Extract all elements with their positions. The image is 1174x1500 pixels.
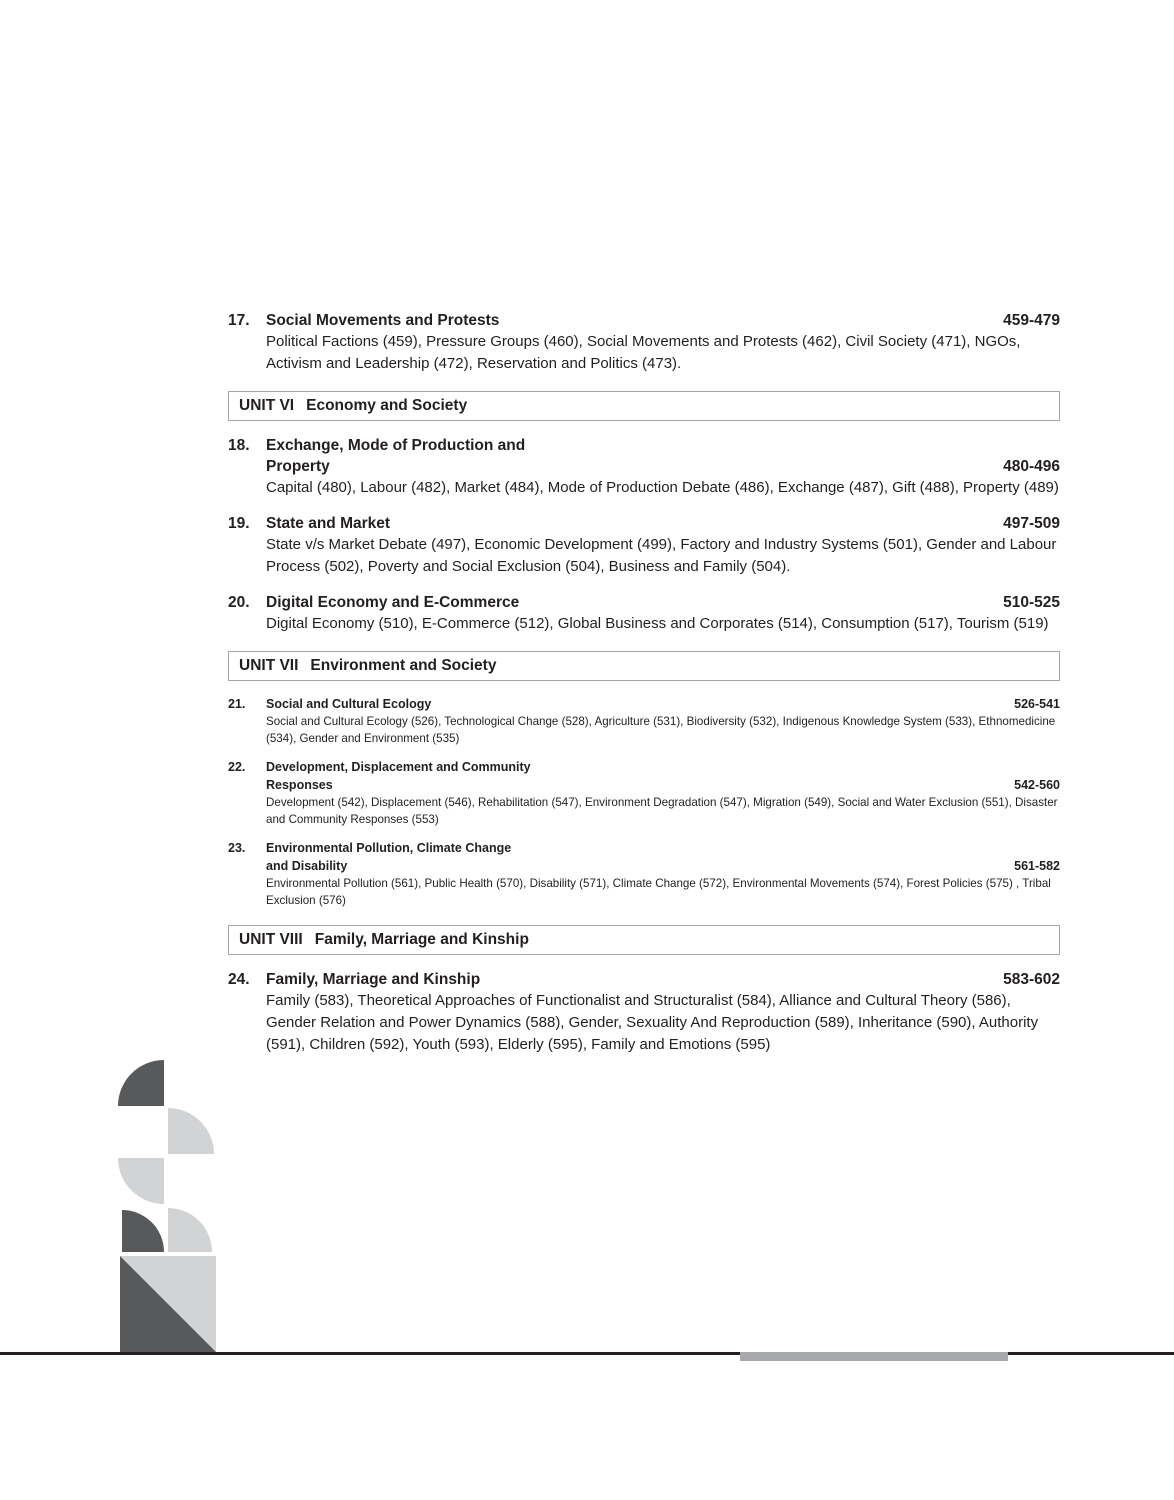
- toc-entry-header: [228, 969, 1060, 990]
- toc-entry-title-line1: Environmental Pollution, Climate Change: [266, 841, 512, 855]
- footer-grey-bar: [740, 1352, 1008, 1361]
- toc-entry-number: 20.: [228, 594, 250, 611]
- toc-entry-number: 23.: [228, 841, 246, 855]
- toc-entry: [228, 513, 1060, 578]
- toc-entry: [228, 758, 1060, 828]
- toc-entry-number: 19.: [228, 515, 250, 532]
- toc-entry-title-line1: Exchange, Mode of Production and: [266, 437, 526, 454]
- toc-entry-title: State and Market: [266, 515, 391, 532]
- toc-entry-title-row: [266, 435, 1060, 477]
- toc-entry-pages: 561-582: [1014, 859, 1060, 873]
- toc-entry-description: Development (542), Displacement (546), Rehabilitation (547), Environment Degradation (547), Migration (549), Social and Water Exclusion (551), Disaster and Community Responses (553): [266, 796, 1058, 826]
- toc-entry-title: Social and Cultural Ecology: [266, 697, 432, 711]
- unit-title: Economy and Society: [306, 397, 468, 414]
- toc-entry-pages: 542-560: [1014, 778, 1060, 792]
- toc-entry-description: Political Factions (459), Pressure Groups (460), Social Movements and Protests (462), Civil Society (471), NGOs, Activism and Leadership (472), Reservation and Politics (473).: [266, 333, 1021, 372]
- toc-entry-pages: 497-509: [1003, 515, 1060, 532]
- toc-entry-title: Social Movements and Protests: [266, 312, 500, 329]
- toc-entry-header: [228, 310, 1060, 331]
- toc-entry-title-line1: Development, Displacement and Community: [266, 760, 531, 774]
- toc-entry-description: Family (583), Theoretical Approaches of Functionalist and Structuralist (584), Alliance and Cultural Theory (586), Gender Relation and Power Dynamics (588), Gender, Sexuality And Reproduction (589), Inheritance (590), Authority (591), Children (592), Youth (593), Elderly (595), Family and Emotions (595): [266, 992, 1039, 1053]
- toc-entry: [228, 969, 1060, 1056]
- toc-entry-pages: 583-602: [1003, 971, 1060, 988]
- toc-entry-description: Capital (480), Labour (482), Market (484), Mode of Production Debate (486), Exchange (487), Gift (488), Property (489): [266, 479, 1059, 496]
- toc-entry-number: 22.: [228, 760, 246, 774]
- toc-entry-title-row: [266, 310, 1060, 331]
- toc-entry: [228, 435, 1060, 499]
- toc-entry-header: [228, 435, 1060, 477]
- toc-entry: [228, 592, 1060, 635]
- toc-entry-header: [228, 695, 1060, 713]
- toc-entry-description: Environmental Pollution (561), Public Health (570), Disability (571), Climate Change (572), Environmental Movements (574), Forest Policies (575) , Tribal Exclusion (576): [266, 877, 1051, 907]
- toc-entry-number: 17.: [228, 312, 250, 329]
- leaf-logo-icon: [116, 1040, 226, 1355]
- leaf-logo-graphic: [116, 1040, 226, 1355]
- toc-entry-number: 21.: [228, 697, 246, 711]
- toc-entry-header: [228, 758, 1060, 794]
- toc-entry-header: [228, 839, 1060, 875]
- toc-entry-title: Family, Marriage and Kinship: [266, 971, 481, 988]
- toc-entry-pages: 459-479: [1003, 312, 1060, 329]
- unit-header-bar: [228, 391, 1060, 421]
- unit-header-bar: [228, 925, 1060, 955]
- toc-entry-title-row: [266, 695, 1060, 713]
- toc-entry-pages: 510-525: [1003, 594, 1060, 611]
- toc-entry-description: State v/s Market Debate (497), Economic Development (499), Factory and Industry Systems (501), Gender and Labour Process (502), Poverty and Social Exclusion (504), Business and Family (504).: [266, 536, 1057, 575]
- toc-content: [228, 310, 1060, 1070]
- toc-entry-title-row: [266, 839, 1060, 875]
- toc-entry-title-row: [266, 513, 1060, 534]
- toc-entry-title-row: [266, 592, 1060, 613]
- toc-entry-header: [228, 513, 1060, 534]
- unit-label: UNIT VII: [239, 657, 299, 674]
- toc-entry-description: Social and Cultural Ecology (526), Technological Change (528), Agriculture (531), Biodiversity (532), Indigenous Knowledge System (533), Ethnomedicine (534), Gender and Environment (535): [266, 715, 1056, 745]
- toc-entry-header: [228, 592, 1060, 613]
- toc-entry-title-block: [266, 839, 511, 875]
- toc-entry-title-row: [266, 758, 1060, 794]
- toc-entry-title-block: [266, 435, 525, 477]
- unit-label: UNIT VIII: [239, 931, 303, 948]
- toc-entry-pages: 480-496: [1003, 458, 1060, 475]
- toc-entry-title-line2: and Disability: [266, 859, 348, 873]
- toc-entry-number: 24.: [228, 971, 250, 988]
- toc-entry-description: Digital Economy (510), E-Commerce (512), Global Business and Corporates (514), Consumption (517), Tourism (519): [266, 615, 1049, 632]
- unit-title: Family, Marriage and Kinship: [314, 931, 529, 948]
- toc-entry-pages: 526-541: [1014, 697, 1060, 711]
- toc-entry-title-row: [266, 969, 1060, 990]
- toc-entry-title-line2: Responses: [266, 778, 333, 792]
- toc-entry-title-block: [266, 758, 531, 794]
- unit-label: UNIT VI: [239, 397, 295, 414]
- unit-title: Environment and Society: [310, 657, 497, 674]
- toc-entry: [228, 839, 1060, 909]
- unit-header-bar: [228, 651, 1060, 681]
- toc-entry: [228, 310, 1060, 375]
- toc-entry-number: 18.: [228, 437, 250, 454]
- toc-entry-title-line2: Property: [266, 458, 330, 475]
- toc-entry-title: Digital Economy and E-Commerce: [266, 594, 520, 611]
- toc-entry: [228, 695, 1060, 747]
